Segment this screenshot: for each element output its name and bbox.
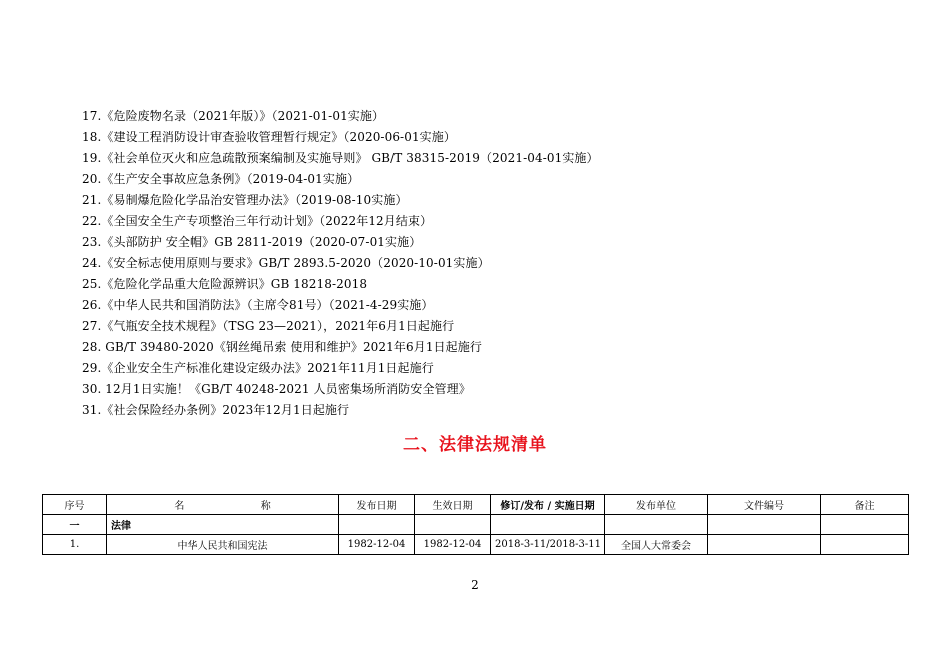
- empty-cell: [339, 515, 415, 535]
- row-effective-date: 1982-12-04: [415, 535, 491, 555]
- list-item: 31.《社会保险经办条例》2023年12月1日起施行: [82, 403, 350, 417]
- header-remark: 备注: [821, 495, 909, 515]
- empty-cell: [821, 515, 909, 535]
- list-item: 30. 12月1日实施！《GB/T 40248-2021 人员密集场所消防安全管理》: [82, 382, 471, 396]
- header-no: 序号: [43, 495, 107, 515]
- row-name: 中华人民共和国宪法: [107, 535, 339, 555]
- table-row: [43, 535, 909, 555]
- category-row: [43, 515, 909, 535]
- empty-cell: [491, 515, 605, 535]
- laws-table: [42, 494, 909, 555]
- list-item: 29.《企业安全生产标准化建设定级办法》2021年11月1日起施行: [82, 361, 434, 375]
- empty-cell: [708, 515, 821, 535]
- regulation-list: [82, 106, 599, 421]
- header-name-part: 称: [260, 501, 271, 512]
- list-item: 17.《危险废物名录（2021年版）》（2021-01-01实施）: [82, 109, 385, 123]
- list-item: 18.《建设工程消防设计审查验收管理暂行规定》（2020-06-01实施）: [82, 130, 456, 144]
- row-publish-date: 1982-12-04: [339, 535, 415, 555]
- row-remark: [821, 535, 909, 555]
- row-doc-no: [708, 535, 821, 555]
- empty-cell: [415, 515, 491, 535]
- list-item: 21.《易制爆危险化学品治安管理办法》（2019-08-10实施）: [82, 193, 408, 207]
- page-number: 2: [471, 578, 479, 592]
- header-effective-date: 生效日期: [415, 495, 491, 515]
- list-item: 20.《生产安全事故应急条例》（2019-04-01实施）: [82, 172, 360, 186]
- header-publish-date: 发布日期: [339, 495, 415, 515]
- list-item: 19.《社会单位灭火和应急疏散预案编制及实施导则》 GB/T 38315-2019（2021-04-01实施）: [82, 151, 599, 165]
- list-item: 25.《危险化学品重大危险源辨识》GB 18218-2018: [82, 277, 368, 291]
- section-heading: 二、法律法规清单: [403, 435, 547, 455]
- header-name-part: 名: [174, 501, 185, 512]
- list-item: 26.《中华人民共和国消防法》（主席令81号）（2021-4-29实施）: [82, 298, 434, 312]
- list-item: 27.《气瓶安全技术规程》（TSG 23—2021），2021年6月1日起施行: [82, 319, 455, 333]
- header-revised-date: 修订/发布 / 实施日期: [491, 495, 605, 515]
- list-item: 23.《头部防护 安全帽》GB 2811-2019（2020-07-01实施）: [82, 235, 422, 249]
- category-no: 一: [43, 515, 107, 535]
- header-name: [107, 495, 339, 515]
- category-name: 法律: [107, 515, 339, 535]
- list-item: 22.《全国安全生产专项整治三年行动计划》（2022年12月结束）: [82, 214, 433, 228]
- table-header-row: [43, 495, 909, 515]
- empty-cell: [605, 515, 708, 535]
- list-item: 24.《安全标志使用原则与要求》GB/T 2893.5-2020（2020-10-01实施）: [82, 256, 490, 270]
- row-revised-date: 2018-3-11/2018-3-11: [491, 535, 605, 555]
- header-doc-no: 文件编号: [708, 495, 821, 515]
- header-issuer: 发布单位: [605, 495, 708, 515]
- row-issuer: 全国人大常委会: [605, 535, 708, 555]
- list-item: 28. GB/T 39480-2020《钢丝绳吊索 使用和维护》2021年6月1日起施行: [82, 340, 482, 354]
- row-no: 1.: [43, 535, 107, 555]
